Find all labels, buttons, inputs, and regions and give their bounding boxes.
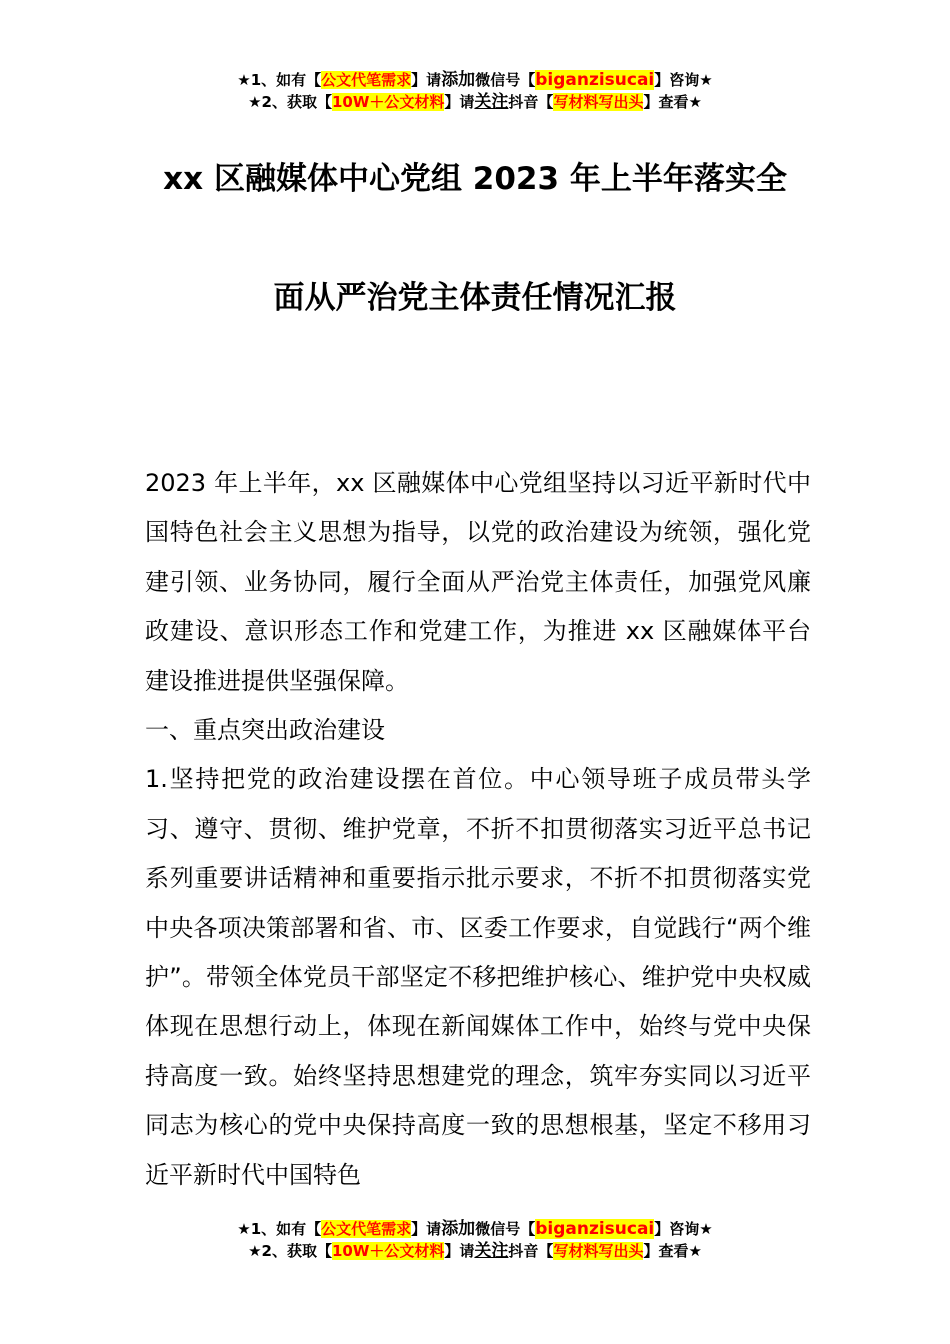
banner-text: 微信号【 <box>475 71 536 89</box>
banner-text: ★2、获取【 <box>248 93 332 111</box>
banner-text: ★2、获取【 <box>248 1242 332 1260</box>
section-heading: 一、重点突出政治建设 <box>145 716 385 745</box>
banner-line-1 <box>0 1218 950 1240</box>
banner-text: ★1、如有【 <box>237 71 322 89</box>
banner-text: 】查看★ <box>643 1242 702 1260</box>
top-banner <box>0 69 950 113</box>
banner-text: 】查看★ <box>643 93 702 111</box>
document-body <box>145 459 811 1200</box>
banner-highlight: 公文代笔需求 <box>321 71 412 89</box>
banner-highlight: 10W＋公文材料 <box>331 1242 445 1260</box>
banner-text: 】咨询★ <box>654 1220 713 1238</box>
banner-line-2 <box>0 1240 950 1262</box>
banner-text: 关注 <box>474 1241 509 1261</box>
banner-text: 添加 <box>441 1219 476 1239</box>
banner-text: 添加 <box>441 70 476 90</box>
banner-wechat-id: biganzisucai <box>535 70 655 90</box>
bottom-banner <box>0 1218 950 1262</box>
banner-highlight: 公文代笔需求 <box>321 1220 412 1238</box>
banner-text: 抖音【 <box>508 93 554 111</box>
banner-line-2 <box>0 91 950 113</box>
banner-highlight: 写材料写出头 <box>553 93 644 111</box>
banner-text: 】请 <box>411 71 442 89</box>
banner-text: 】请 <box>444 1242 475 1260</box>
banner-text: 】请 <box>411 1220 442 1238</box>
document-title-line-2: 面从严治党主体责任情况汇报 <box>273 280 677 316</box>
banner-text: 关注 <box>474 92 509 112</box>
banner-text: 抖音【 <box>508 1242 554 1260</box>
banner-text: ★1、如有【 <box>237 1220 322 1238</box>
banner-line-1 <box>0 69 950 91</box>
body-paragraph: 1.坚持把党的政治建设摆在首位。中心领导班子成员带头学习、遵守、贯彻、维护党章，不折不扣贯彻落实习近平总书记系列重要讲话精神和重要指示批示要求，不折不扣贯彻落实党中央各项决策部署和省、市、区委工作要求，自觉践行“两个维护”。带领全体党员干部坚定不移把维护核心、维护党中央权威体现在思想行动上，体现在新闻媒体工作中，始终与党中央保持高度一致。始终坚持思想建党的理念，筑牢夯实同以习近平同志为核心的党中央保持高度一致的思想根基，坚定不移用习近平新时代中国特色 <box>145 765 811 1189</box>
banner-text: 】咨询★ <box>654 71 713 89</box>
banner-highlight: 写材料写出头 <box>553 1242 644 1260</box>
intro-paragraph: 2023 年上半年，xx 区融媒体中心党组坚持以习近平新时代中国特色社会主义思想为指导，以党的政治建设为统领，强化党建引领、业务协同，履行全面从严治党主体责任，加强党风廉政建设、意识形态工作和党建工作，为推进 xx 区融媒体平台建设推进提供坚强保障。 <box>145 469 811 695</box>
banner-text: 】请 <box>444 93 475 111</box>
banner-wechat-id: biganzisucai <box>535 1219 655 1239</box>
banner-highlight: 10W＋公文材料 <box>331 93 445 111</box>
banner-text: 微信号【 <box>475 1220 536 1238</box>
document-title-line-1: xx 区融媒体中心党组 2023 年上半年落实全 <box>163 161 787 197</box>
